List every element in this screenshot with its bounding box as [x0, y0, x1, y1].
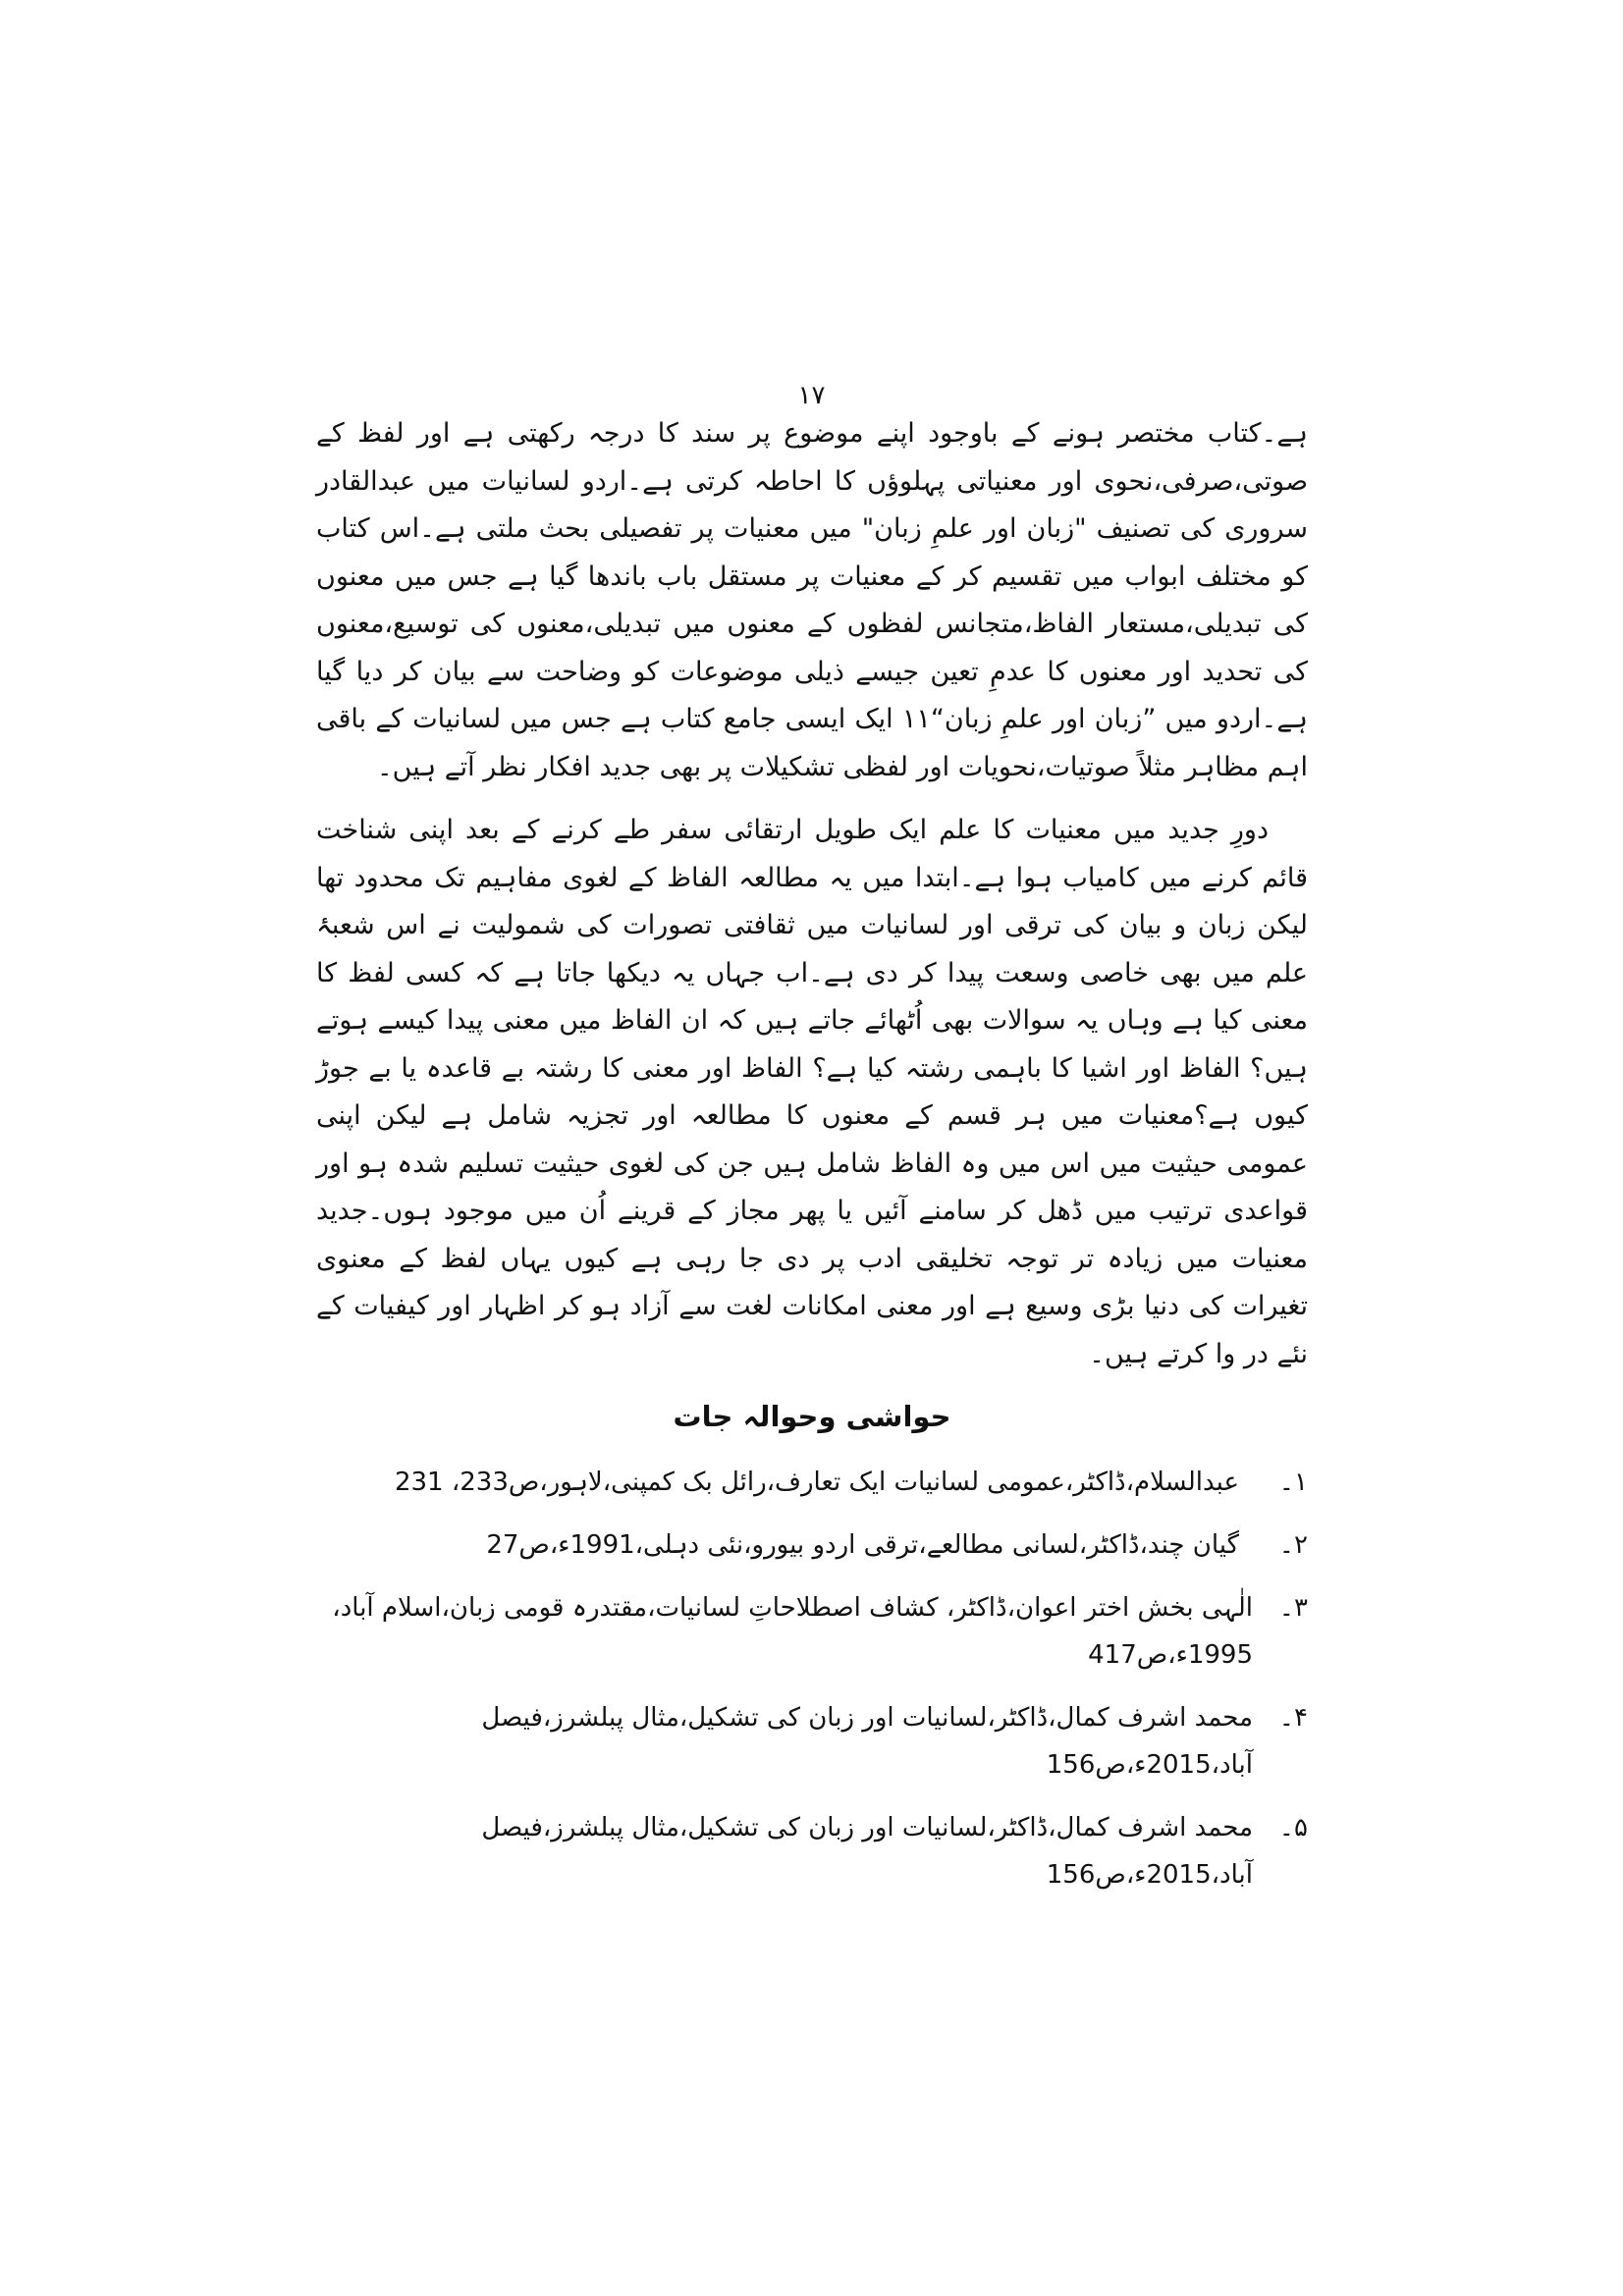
reference-item [316, 1459, 1308, 1506]
reference-text: عبدالسلام،ڈاکٹر،عمومی لسانیات ایک تعارف،رائل بک کمپنی،لاہور،ص233، 231 [394, 1468, 1239, 1497]
reference-text: الٰہی بخش اختر اعوان،ڈاکٹر، کشاف اصطلاحاتِ لسانیات،مقتدرہ قومی زبان،اسلام آباد، 1995ء،ص417 [332, 1593, 1253, 1670]
reference-number: ۵۔ [1278, 1813, 1308, 1842]
reference-item [316, 1522, 1308, 1569]
page-content [316, 410, 1308, 1914]
reference-number: ۲۔ [1278, 1530, 1308, 1560]
references-heading: حواشی وحوالہ جات [673, 1400, 951, 1433]
references-list [316, 1459, 1308, 1898]
reference-item [316, 1694, 1308, 1789]
reference-number: ۱۔ [1278, 1468, 1308, 1497]
reference-text: محمد اشرف کمال،ڈاکٹر،لسانیات اور زبان کی تشکیل،مثال پبلشرز،فیصل آباد،2015ء،ص156 [481, 1703, 1253, 1780]
body-paragraph-2: دورِ جدید میں معنیات کا علم ایک طویل ارتقائی سفر طے کرنے کے بعد اپنی شناخت قائم کرنے میں کامیاب ہوا ہے۔ابتدا میں یہ مطالعہ الفاظ کے لغوی مفاہیم تک محدود تھا لیکن زبان و بیان کی ترقی اور لسانیات میں ثقافتی تصورات کی شمولیت نے اس شعبۂ علم میں بھی خاصی وسعت پیدا کر دی ہے۔اب جہاں یہ دیکھا جاتا ہے کہ کسی لفظ کا معنی کیا ہے وہاں یہ سوالات بھی اُٹھائے جاتے ہیں کہ ان الفاظ میں معنی پیدا کیسے ہوتے ہیں؟ الفاظ اور اشیا کا باہمی رشتہ کیا ہے؟ الفاظ اور معنی کا رشتہ بے قاعدہ یا بے جوڑ کیوں ہے؟معنیات میں ہر قسم کے معنوں کا مطالعہ اور تجزیہ شامل ہے لیکن اپنی عمومی حیثیت میں اس میں وہ الفاظ شامل ہیں جن کی لغوی حیثیت تسلیم شدہ ہو اور قواعدی ترتیب میں ڈھل کر سامنے آئیں یا پھر مجاز کے قرینے اُن میں موجود ہوں۔جدید معنیات میں زیادہ تر توجہ تخلیقی ادب پر دی جا رہی ہے کیوں یہاں لفظ کے معنوی تغیرات کی دنیا بڑی وسیع ہے اور معنی امکانات لغت سے آزاد ہو کر اظہار اور کیفیات کے نئے در وا کرتے ہیں۔ [316, 815, 1308, 1369]
reference-number: ۳۔ [1278, 1593, 1308, 1623]
reference-item [316, 1804, 1308, 1898]
page-number: ۱۷ [797, 381, 826, 410]
reference-number: ۴۔ [1278, 1703, 1308, 1733]
body-paragraph-1: ہے۔کتاب مختصر ہونے کے باوجود اپنے موضوع پر سند کا درجہ رکھتی ہے اور لفظ کے صوتی،صرفی،نحوی اور معنیاتی پہلوؤں کا احاطہ کرتی ہے۔اردو لسانیات میں عبدالقادر سروری کی تصنیف "زبان اور علمِ زبان" میں معنیات پر تفصیلی بحث ملتی ہے۔اس کتاب کو مختلف ابواب میں تقسیم کر کے معنیات پر مستقل باب باندھا گیا ہے جس میں معنوں کی تبدیلی،مستعار الفاظ،متجانس لفظوں کے معنوں میں تبدیلی،معنوں کی توسیع،معنوں کی تحدید اور معنوں کا عدمِ تعین جیسے ذیلی موضوعات کو وضاحت سے بیان کر دیا گیا ہے۔اردو میں ”زبان اور علمِ زبان“۱۱ ایک ایسی جامع کتاب ہے جس میں لسانیات کے باقی اہم مظاہر مثلاً صوتیات،نحویات اور لفظی تشکیلات پر بھی جدید افکار نظر آتے ہیں۔ [316, 418, 1308, 782]
reference-text: محمد اشرف کمال،ڈاکٹر،لسانیات اور زبان کی تشکیل،مثال پبلشرز،فیصل آباد،2015ء،ص156 [481, 1813, 1253, 1890]
reference-text: گیان چند،ڈاکٹر،لسانی مطالعے،ترقی اردو بیورو،نئی دہلی،1991ء،ص27 [486, 1530, 1239, 1560]
reference-item [316, 1584, 1308, 1679]
